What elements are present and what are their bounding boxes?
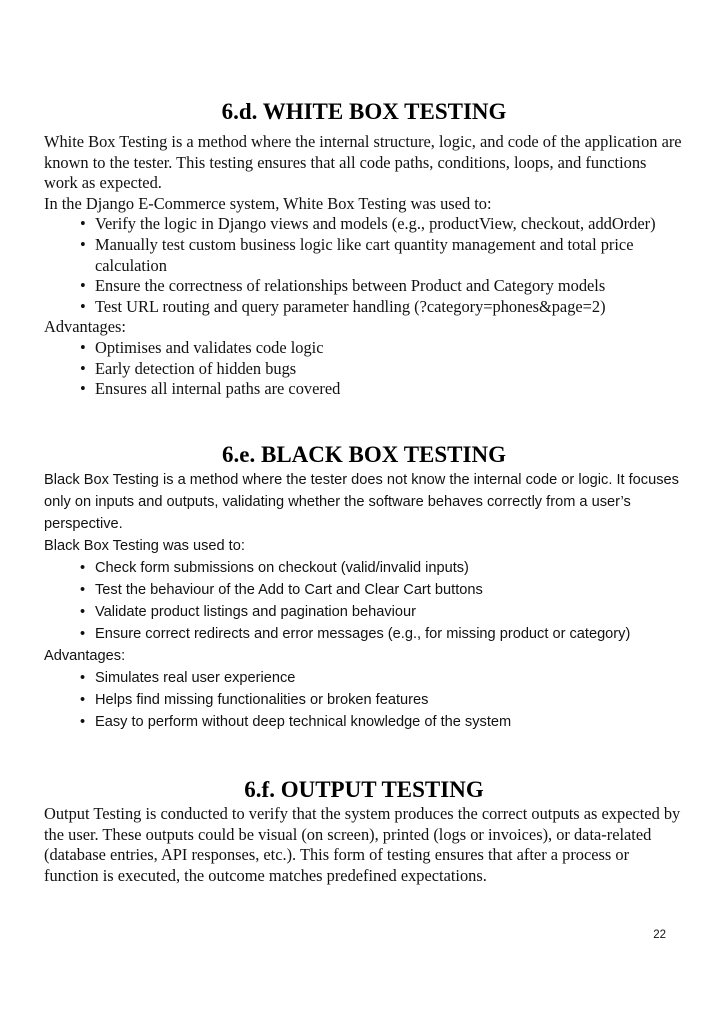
white-box-uses-list bbox=[44, 214, 684, 317]
list-item: • Easy to perform without deep technical knowledge of the system bbox=[44, 711, 684, 733]
white-box-advantages-label: Advantages: bbox=[44, 317, 126, 337]
page-number: 22 bbox=[653, 929, 666, 941]
list-item: • Ensure the correctness of relationships between Product and Category models bbox=[44, 276, 684, 297]
list-item: • Simulates real user experience bbox=[44, 667, 684, 689]
list-item: • Helps find missing functionalities or broken features bbox=[44, 689, 684, 711]
list-item: • Optimises and validates code logic bbox=[44, 338, 684, 359]
list-item: • Test the behaviour of the Add to Cart and Clear Cart buttons bbox=[44, 579, 684, 601]
list-item: • Check form submissions on checkout (valid/invalid inputs) bbox=[44, 557, 684, 579]
list-item: • Verify the logic in Django views and models (e.g., productView, checkout, addOrder) bbox=[44, 214, 684, 235]
black-box-section bbox=[44, 441, 684, 733]
output-testing-heading: 6.f. OUTPUT TESTING bbox=[244, 777, 484, 802]
list-item: • Ensures all internal paths are covered bbox=[44, 379, 684, 400]
black-box-usage-intro: Black Box Testing was used to: bbox=[44, 538, 245, 554]
list-item: • Ensure correct redirects and error messages (e.g., for missing product or category) bbox=[44, 623, 684, 645]
white-box-heading: 6.d. WHITE BOX TESTING bbox=[221, 99, 507, 124]
black-box-advantages-label: Advantages: bbox=[44, 648, 126, 664]
black-box-advantages-list bbox=[44, 667, 684, 733]
output-testing-intro: Output Testing is conducted to verify that the system produces the correct outputs as expected by the user. These outputs could be visual (on screen), printed (logs or invoices), or data-related (database entries, API responses, etc.). This form of testing ensures that after a process or function is executed, the outcome matches predefined expectations. bbox=[44, 804, 681, 885]
list-item: • Validate product listings and pagination behaviour bbox=[44, 601, 684, 623]
white-box-intro: White Box Testing is a method where the internal structure, logic, and code of the application are known to the tester. This testing ensures that all code paths, conditions, loops, and functions work as expected. bbox=[44, 132, 682, 193]
output-testing-section bbox=[44, 776, 684, 886]
white-box-advantages-list bbox=[44, 338, 684, 400]
white-box-section bbox=[44, 98, 684, 400]
black-box-heading: 6.e. BLACK BOX TESTING bbox=[222, 442, 506, 467]
white-box-usage-intro: In the Django E-Commerce system, White Box Testing was used to: bbox=[44, 193, 492, 213]
black-box-uses-list bbox=[44, 557, 684, 645]
list-item: • Early detection of hidden bugs bbox=[44, 359, 684, 380]
list-item: • Manually test custom business logic like cart quantity management and total price calculation bbox=[44, 235, 684, 276]
list-item: • Test URL routing and query parameter handling (?category=phones&page=2) bbox=[44, 297, 684, 318]
black-box-intro: Black Box Testing is a method where the tester does not know the internal code or logic. It focuses only on inputs and outputs, validating whether the software behaves correctly from a user’s perspective. bbox=[44, 472, 679, 532]
